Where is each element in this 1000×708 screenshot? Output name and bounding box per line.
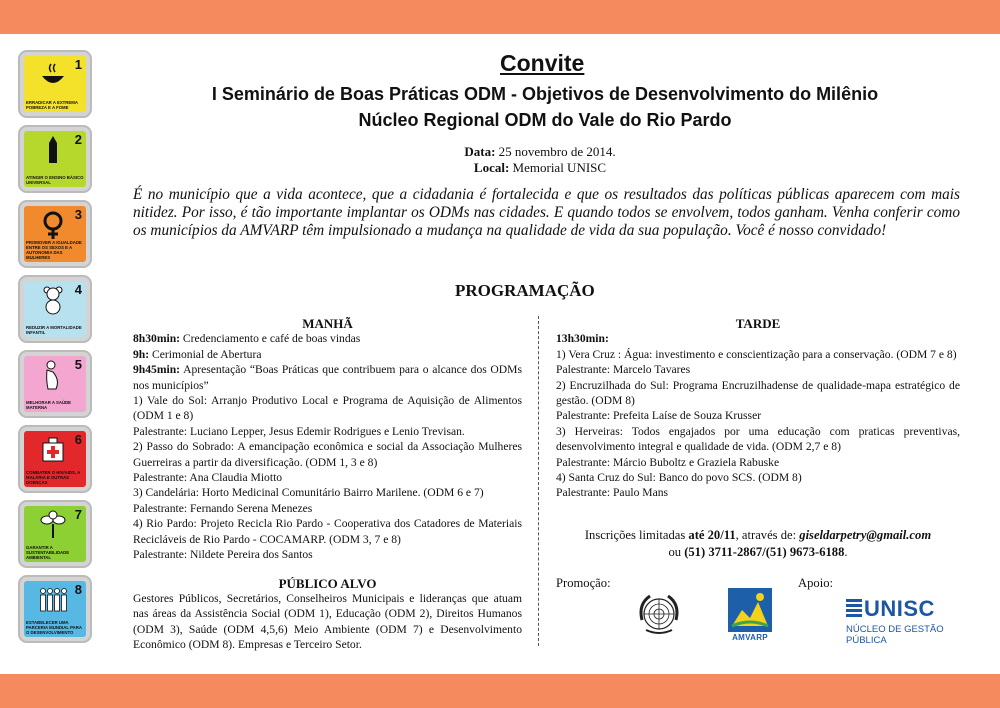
amvarp-text: AMVARP (732, 633, 768, 642)
unisc-name: UNISC (864, 596, 935, 621)
intro-paragraph: É no município que a vida acontece, que a cidadania é fortalecida e que os resultados das políticas públicas aparecem com mais nitidez. Por isso, é tão importante implantar os ODMs nas cidades. E quando todos se envolvem, todos ganham. Venha conferir como os municípios da AMVARP têm impulsionado a mudança na qualidade de vida da sua população. Você é nosso convidado! (133, 186, 960, 239)
registration-email[interactable]: giseldarpetry@gmail.com (799, 528, 932, 542)
promotion-label: Promoção: (556, 576, 611, 590)
goal-number: 8 (74, 582, 82, 597)
medicine-kit-icon (38, 435, 68, 465)
top-banner (0, 0, 1000, 34)
presentation-item: 3) Candelária: Horto Medicinal Comunitário Bairro Marilene. (ODM 6 e 7) (133, 486, 484, 500)
column-divider (538, 316, 539, 646)
seminar-title: I Seminário de Boas Práticas ODM - Objetivos de Desenvolvimento do Milênio (211, 84, 879, 104)
schedule-text: Credenciamento e café de boas vindas (180, 332, 361, 346)
event-date (440, 144, 640, 160)
registration-info (556, 527, 960, 561)
goal-number: 3 (74, 207, 82, 222)
invitation-title: Convite (500, 50, 585, 76)
speaker-line: Palestrante: Nildete Pereira dos Santos (133, 548, 313, 562)
goal-caption: ESTABELECER UMA PARCERIA MUNDIAL PARA O DESENVOLVIMENTO (26, 620, 82, 635)
mdg-goals-sidebar (18, 50, 94, 650)
female-symbol-icon (38, 210, 68, 240)
presentation-item: 2) Passo do Sobrado: A emancipação econômica e social da Associação Mulheres Guerreiras a partir da diversificação. (ODM 1, 3 e 8) (133, 440, 522, 469)
afternoon-heading: TARDE (735, 316, 781, 331)
speaker-line: Palestrante: Marcelo Tavares (556, 363, 691, 377)
registration-end: . (844, 545, 848, 559)
goal-caption: COMBATER O HIV/AIDS, A MALÁRIA E OUTRAS DOENÇAS (26, 470, 81, 485)
amvarp-logo (728, 588, 772, 643)
goal-caption: REDUZIR A MORTALIDADE INFANTIL (26, 325, 82, 335)
schedule-text: Cerimonial de Abertura (149, 347, 262, 361)
schedule-item (133, 331, 522, 346)
schedule-text: Apresentação “Boas Práticas que contribuem para o alcance dos ODMs nos municípios” (133, 363, 522, 392)
goal-number: 1 (74, 57, 82, 72)
goal-caption: GARANTIR A SUSTENTABILIDADE AMBIENTAL (26, 545, 70, 560)
goal-2-badge (18, 125, 92, 193)
presentation-item: 4) Santa Cruz do Sul: Banco do povo SCS. (ODM 8) (556, 471, 802, 485)
schedule-time (556, 331, 960, 346)
goal-4-badge (18, 275, 92, 343)
place-value: Memorial UNISC (509, 160, 607, 175)
plant-icon (38, 510, 68, 540)
goal-number: 6 (74, 432, 82, 447)
speaker-line: Palestrante: Ana Claudia Miotto (133, 471, 283, 485)
afternoon-schedule (556, 316, 960, 501)
support-label: Apoio: (798, 576, 833, 590)
registration-deadline: até 20/11 (688, 528, 736, 542)
presentation-item: 1) Vera Cruz : Água: investimento e conscientização para a conservação. (ODM 7 e 8) (556, 347, 957, 361)
goal-5-badge (18, 350, 92, 418)
goal-number: 4 (74, 282, 82, 297)
presentation-item: 1) Vale do Sol: Arranjo Produtivo Local e Programa de Aquisição de Alimentos (ODM 1 e 8) (133, 394, 522, 423)
schedule-time: 8h30min: (133, 332, 181, 346)
date-value: 25 novembro de 2014. (495, 144, 616, 159)
goal-caption: MELHORAR A SAÚDE MATERNA (26, 400, 72, 410)
amvarp-emblem (728, 588, 772, 632)
unisc-logo (846, 596, 958, 646)
presentation-item: 2) Encruzilhada do Sul: Programa Encruzilhadense de qualidade-mapa estratégico de gestão. (ODM 8) (556, 378, 960, 408)
bowl-icon (38, 60, 68, 90)
goal-number: 2 (74, 132, 82, 147)
goal-number: 5 (74, 357, 82, 372)
goal-6-badge (18, 425, 92, 493)
nucleus-title: Núcleo Regional ODM do Vale do Rio Pardo (358, 110, 732, 130)
schedule-time-label: 13h30min: (556, 332, 609, 346)
people-group-icon (38, 585, 68, 615)
goal-caption: ATINGIR O ENSINO BÁSICO UNIVERSAL (26, 175, 84, 185)
unisc-tagline: NÚCLEO DE GESTÃO PÚBLICA (846, 624, 944, 646)
morning-schedule (133, 316, 522, 563)
unisc-mark-icon (846, 599, 862, 619)
speaker-line: Palestrante: Prefeita Laíse de Souza Krusser (556, 409, 762, 423)
bottom-banner (0, 674, 1000, 708)
goal-8-badge (18, 575, 92, 643)
registration-or: ou (668, 545, 685, 559)
speaker-line: Palestrante: Fernando Serena Menezes (133, 501, 313, 515)
pregnant-woman-icon (38, 360, 68, 390)
programming-heading: PROGRAMAÇÃO (455, 281, 595, 300)
speaker-line: Palestrante: Paulo Mans (556, 486, 669, 500)
goal-1-badge (18, 50, 92, 118)
registration-middle: , através de: (735, 528, 800, 542)
schedule-time: 9h45min: (133, 363, 181, 377)
teddy-bear-icon (38, 285, 68, 315)
target-audience-heading: PÚBLICO ALVO (278, 576, 377, 591)
goal-caption: ERRADICAR A EXTREMA POBREZA E A FOME (26, 100, 78, 110)
registration-phones: (51) 3711-2867/(51) 9673-6188 (684, 545, 845, 559)
target-audience-text: Gestores Públicos, Secretários, Conselheiros Municipais e lideranças que atuam nas áreas da Assistência Social (ODM 1), Educação (ODM 2), Direitos Humanos (ODM 3), Saúde (ODM 4,5,6) Meio Ambiente (ODM 7) e Desenvolvimento Econômico (ODM 8). Empresas e Terceiro Setor. (133, 592, 522, 652)
event-location (440, 160, 640, 176)
morning-heading: MANHÃ (302, 316, 353, 331)
goal-caption: PROMOVER A IGUALDADE ENTRE OS SEXOS E A AUTONOMIA DAS MULHERES (26, 240, 82, 260)
speaker-line: Palestrante: Márcio Buboltz e Graziela Rabuske (556, 455, 780, 469)
schedule-item (133, 362, 522, 393)
pencil-icon (38, 135, 68, 165)
presentation-item: 3) Herveiras: Todos engajados por uma educação com praticas preventivas, desenvolvimento integral e qualidade de vida. (ODM 2,7 e 8) (556, 424, 960, 454)
date-label: Data: (464, 144, 496, 159)
goal-3-badge (18, 200, 92, 268)
un-emblem-logo (634, 590, 684, 640)
speaker-line: Palestrante: Luciano Lepper, Jesus Edemir Rodrigues e Lenio Trevisan. (133, 424, 465, 438)
schedule-item (133, 347, 522, 362)
goal-number: 7 (74, 507, 82, 522)
place-label: Local: (473, 160, 510, 175)
registration-prefix: Inscrições limitadas (584, 528, 689, 542)
goal-7-badge (18, 500, 92, 568)
presentation-item: 4) Rio Pardo: Projeto Recicla Rio Pardo - Cooperativa dos Catadores de Materiais Recicláveis de Rio Pardo - COCAMARP. (ODM 3, 7 e 8) (133, 517, 522, 546)
schedule-time: 9h: (133, 347, 150, 361)
